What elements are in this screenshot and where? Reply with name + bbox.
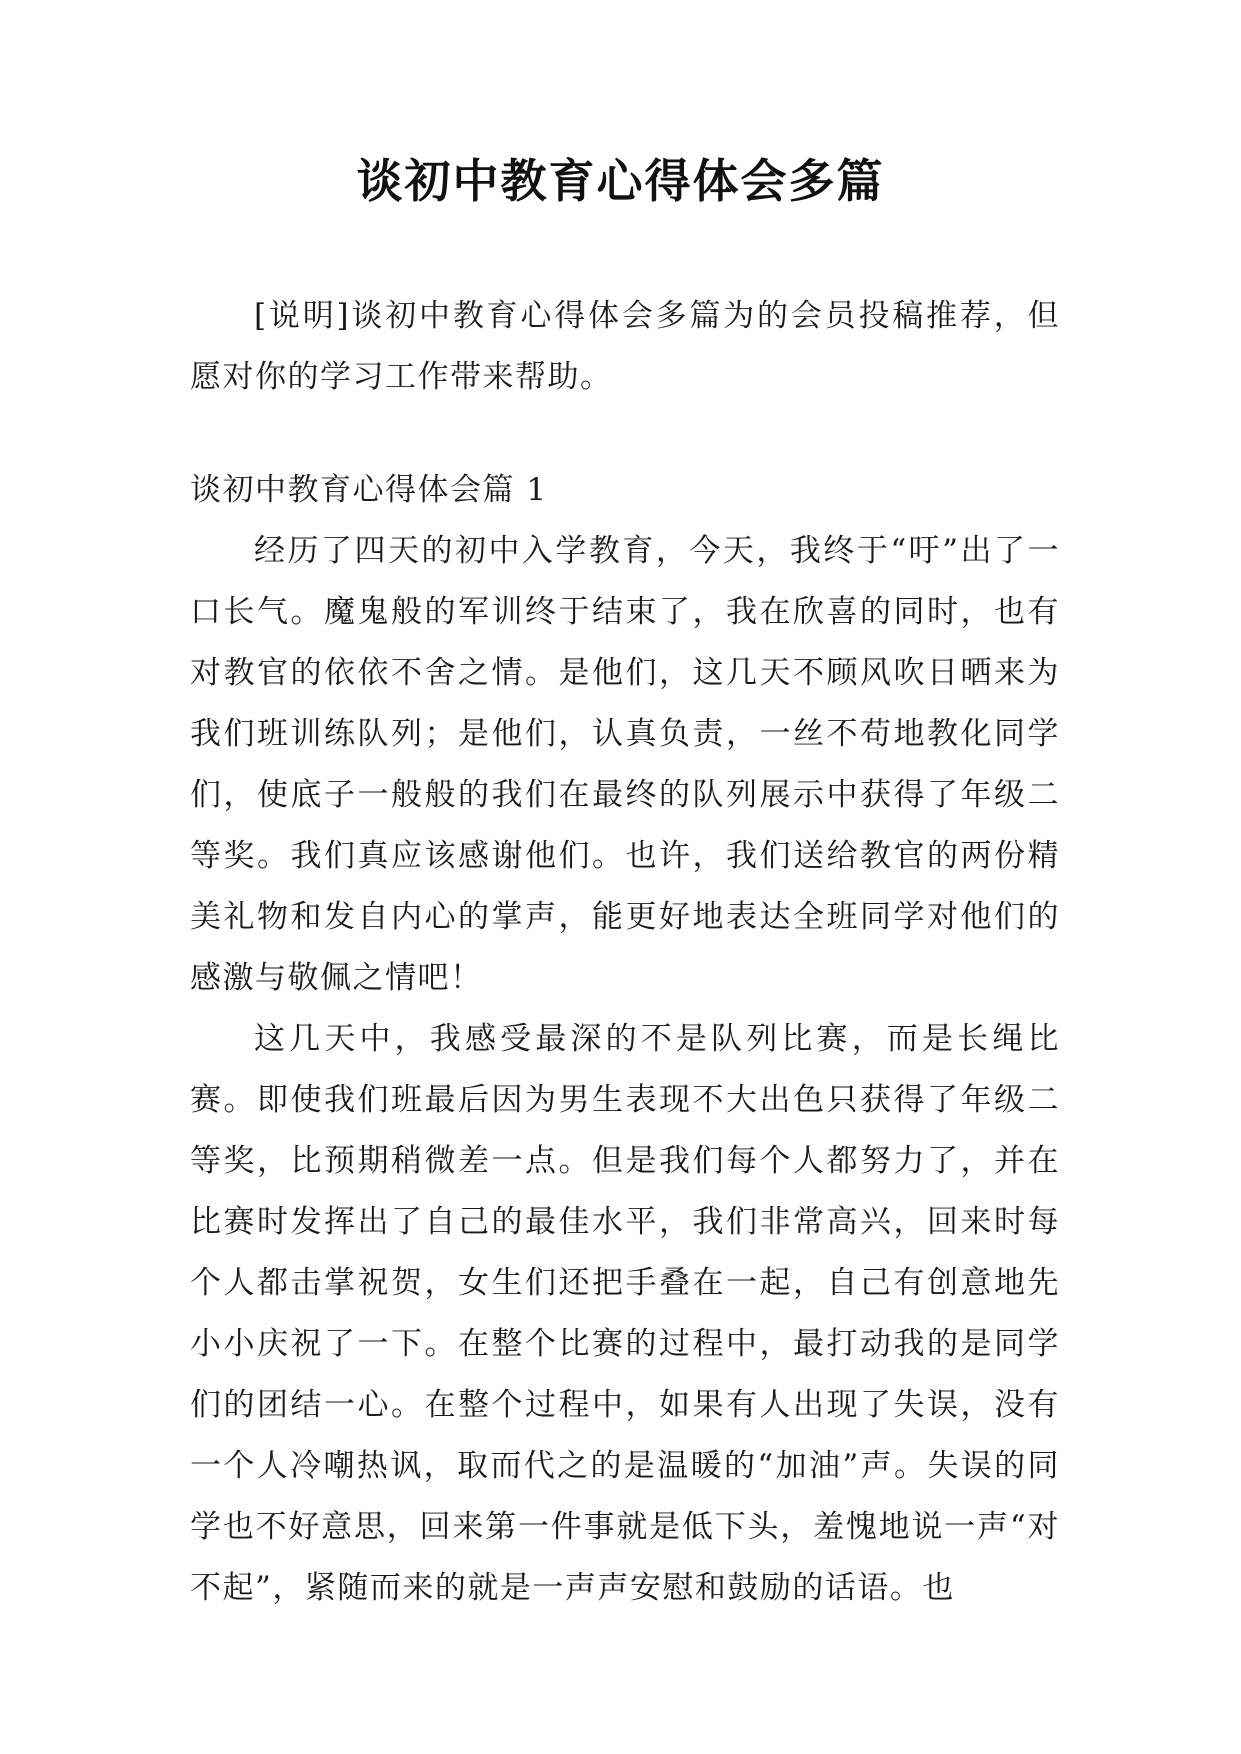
body-paragraph-2: 这几天中，我感受最深的不是队列比赛，而是长绳比赛。即使我们班最后因为男生表现不大出色只获得了年级二等奖，比预期稍微差一点。但是我们每个人都努力了，并在比赛时发挥出了自己的最佳水平，我们非常高兴，回来时每个人都击掌祝贺，女生们还把手叠在一起，自己有创意地先小小庆祝了一下。在整个比赛的过程中，最打动我的是同学们的团结一心。在整个过程中，如果有人出现了失误，没有一个人冷嘲热讽，取而代之的是温暖的“加油”声。失误的同学也不好意思，回来第一件事就是低下头，羞愧地说一声“对不起”，紧随而来的就是一声声安慰和鼓励的话语。也 <box>190 1021 1060 1606</box>
section-heading: 谈初中教育心得体会篇 1 <box>190 472 548 508</box>
body-paragraph-1: 经历了四天的初中入学教育，今天，我终于“吁”出了一口长气。魔鬼般的军训终于结束了，我在欣喜的同时，也有对教官的依依不舍之情。是他们，这几天不顾风吹日晒来为我们班训练队列；是他们，认真负责，一丝不苟地教化同学们，使底子一般般的我们在最终的队列展示中获得了年级二等奖。我们真应该感谢他们。也许，我们送给教官的两份精美礼物和发自内心的掌声，能更好地表达全班同学对他们的感激与敬佩之情吧！ <box>190 533 1060 996</box>
document-title: 谈初中教育心得体会多篇 <box>356 154 885 208</box>
section-1 <box>190 460 1060 1619</box>
intro-paragraph: [说明]谈初中教育心得体会多篇为的会员投稿推荐，但愿对你的学习工作带来帮助。 <box>190 298 1060 395</box>
intro-block <box>190 286 1060 408</box>
